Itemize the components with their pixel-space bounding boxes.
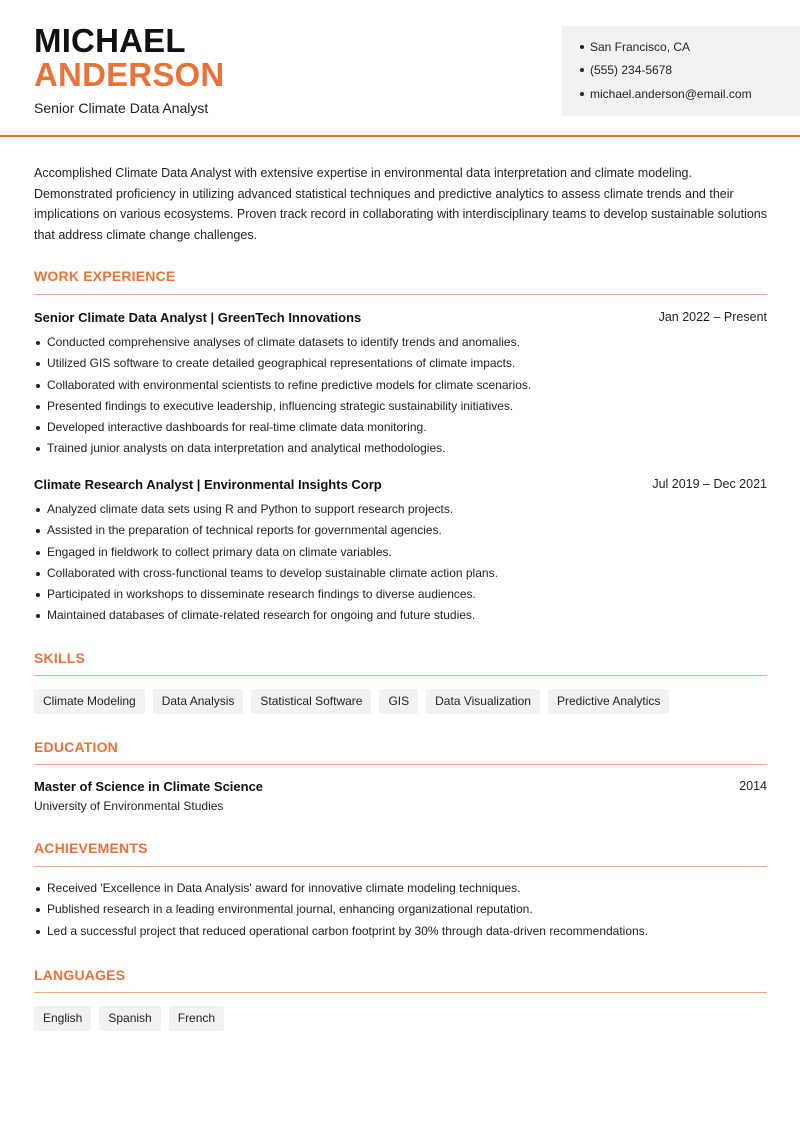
section-divider: [34, 675, 767, 676]
list-item: Maintained databases of climate-related research for ongoing and future studies.: [34, 605, 767, 626]
skill-tag: Predictive Analytics: [548, 689, 669, 714]
achievements-heading: ACHIEVEMENTS: [34, 840, 148, 856]
last-name: ANDERSON: [34, 56, 225, 93]
job-bullets: [34, 332, 767, 460]
bullet-icon: [580, 45, 584, 49]
job-role: Senior Climate Data Analyst | GreenTech Innovations: [34, 310, 362, 325]
skills-tags: [34, 689, 669, 714]
list-item: Collaborated with environmental scientists to refine predictive models for climate scenarios.: [34, 375, 767, 396]
bullet-icon: [580, 68, 584, 72]
summary-paragraph: Accomplished Climate Data Analyst with extensive expertise in environmental data interpretation and climate modeling. Demonstrated proficiency in utilizing advanced statistical techniques and predictive analytics to assess climate trends and their implications on various ecosystems. Proven track record in collaborating with interdisciplinary teams to develop sustainable solutions that address climate change challenges.: [34, 166, 767, 243]
job-role: Climate Research Analyst | Environmental Insights Corp: [34, 477, 382, 492]
language-tag: Spanish: [99, 1006, 160, 1031]
resume-header: [0, 0, 800, 137]
language-tag: English: [34, 1006, 91, 1031]
work-experience-heading: WORK EXPERIENCE: [34, 268, 176, 284]
skill-tag: GIS: [379, 689, 418, 714]
skill-tag: Data Visualization: [426, 689, 540, 714]
skill-tag: Statistical Software: [251, 689, 371, 714]
job-bullets: [34, 499, 767, 627]
job-header: [34, 477, 767, 492]
first-name: MICHAEL: [34, 22, 186, 59]
job-dates: Jan 2022 – Present: [658, 310, 767, 324]
list-item: Presented findings to executive leadership, influencing strategic sustainability initiatives.: [34, 396, 767, 417]
list-item: Collaborated with cross-functional teams to develop sustainable climate action plans.: [34, 563, 767, 584]
list-item: Analyzed climate data sets using R and Python to support research projects.: [34, 499, 767, 520]
section-divider: [34, 294, 767, 295]
list-item: Received 'Excellence in Data Analysis' award for innovative climate modeling techniques.: [34, 878, 767, 899]
list-item: Utilized GIS software to create detailed geographical representations of climate impacts.: [34, 353, 767, 374]
section-divider: [34, 764, 767, 765]
contact-location: [580, 40, 690, 54]
contact-phone: [580, 63, 672, 77]
phone-text: (555) 234-5678: [590, 63, 673, 77]
list-item: Developed interactive dashboards for real-time climate data monitoring.: [34, 417, 767, 438]
achievements-list: [34, 878, 767, 942]
languages-heading: LANGUAGES: [34, 967, 126, 983]
list-item: Assisted in the preparation of technical reports for governmental agencies.: [34, 520, 767, 541]
skills-heading: SKILLS: [34, 650, 85, 666]
skill-tag: Data Analysis: [153, 689, 244, 714]
list-item: Participated in workshops to disseminate research findings to diverse audiences.: [34, 584, 767, 605]
list-item: Published research in a leading environmental journal, enhancing organizational reputation.: [34, 899, 767, 920]
list-item: Led a successful project that reduced operational carbon footprint by 30% through data-driven recommendations.: [34, 921, 767, 942]
list-item: Engaged in fieldwork to collect primary data on climate variables.: [34, 542, 767, 563]
job-header: [34, 310, 767, 325]
email-text[interactable]: michael.anderson@email.com: [590, 87, 752, 101]
list-item: Trained junior analysts on data interpretation and analytical methodologies.: [34, 438, 767, 459]
education-year: 2014: [739, 779, 767, 793]
list-item: Conducted comprehensive analyses of climate datasets to identify trends and anomalies.: [34, 332, 767, 353]
section-divider: [34, 866, 767, 867]
location-text: San Francisco, CA: [590, 40, 691, 54]
section-divider: [34, 992, 767, 993]
bullet-icon: [580, 92, 584, 96]
job-dates: Jul 2019 – Dec 2021: [652, 477, 767, 491]
contact-email[interactable]: [580, 87, 752, 101]
skill-tag: Climate Modeling: [34, 689, 145, 714]
education-degree: Master of Science in Climate Science: [34, 779, 264, 794]
contact-panel: [562, 26, 800, 116]
education-heading: EDUCATION: [34, 739, 118, 755]
language-tag: French: [169, 1006, 224, 1031]
job-title: Senior Climate Data Analyst: [34, 100, 209, 116]
education-school: University of Environmental Studies: [34, 799, 224, 813]
languages-tags: [34, 1006, 224, 1031]
